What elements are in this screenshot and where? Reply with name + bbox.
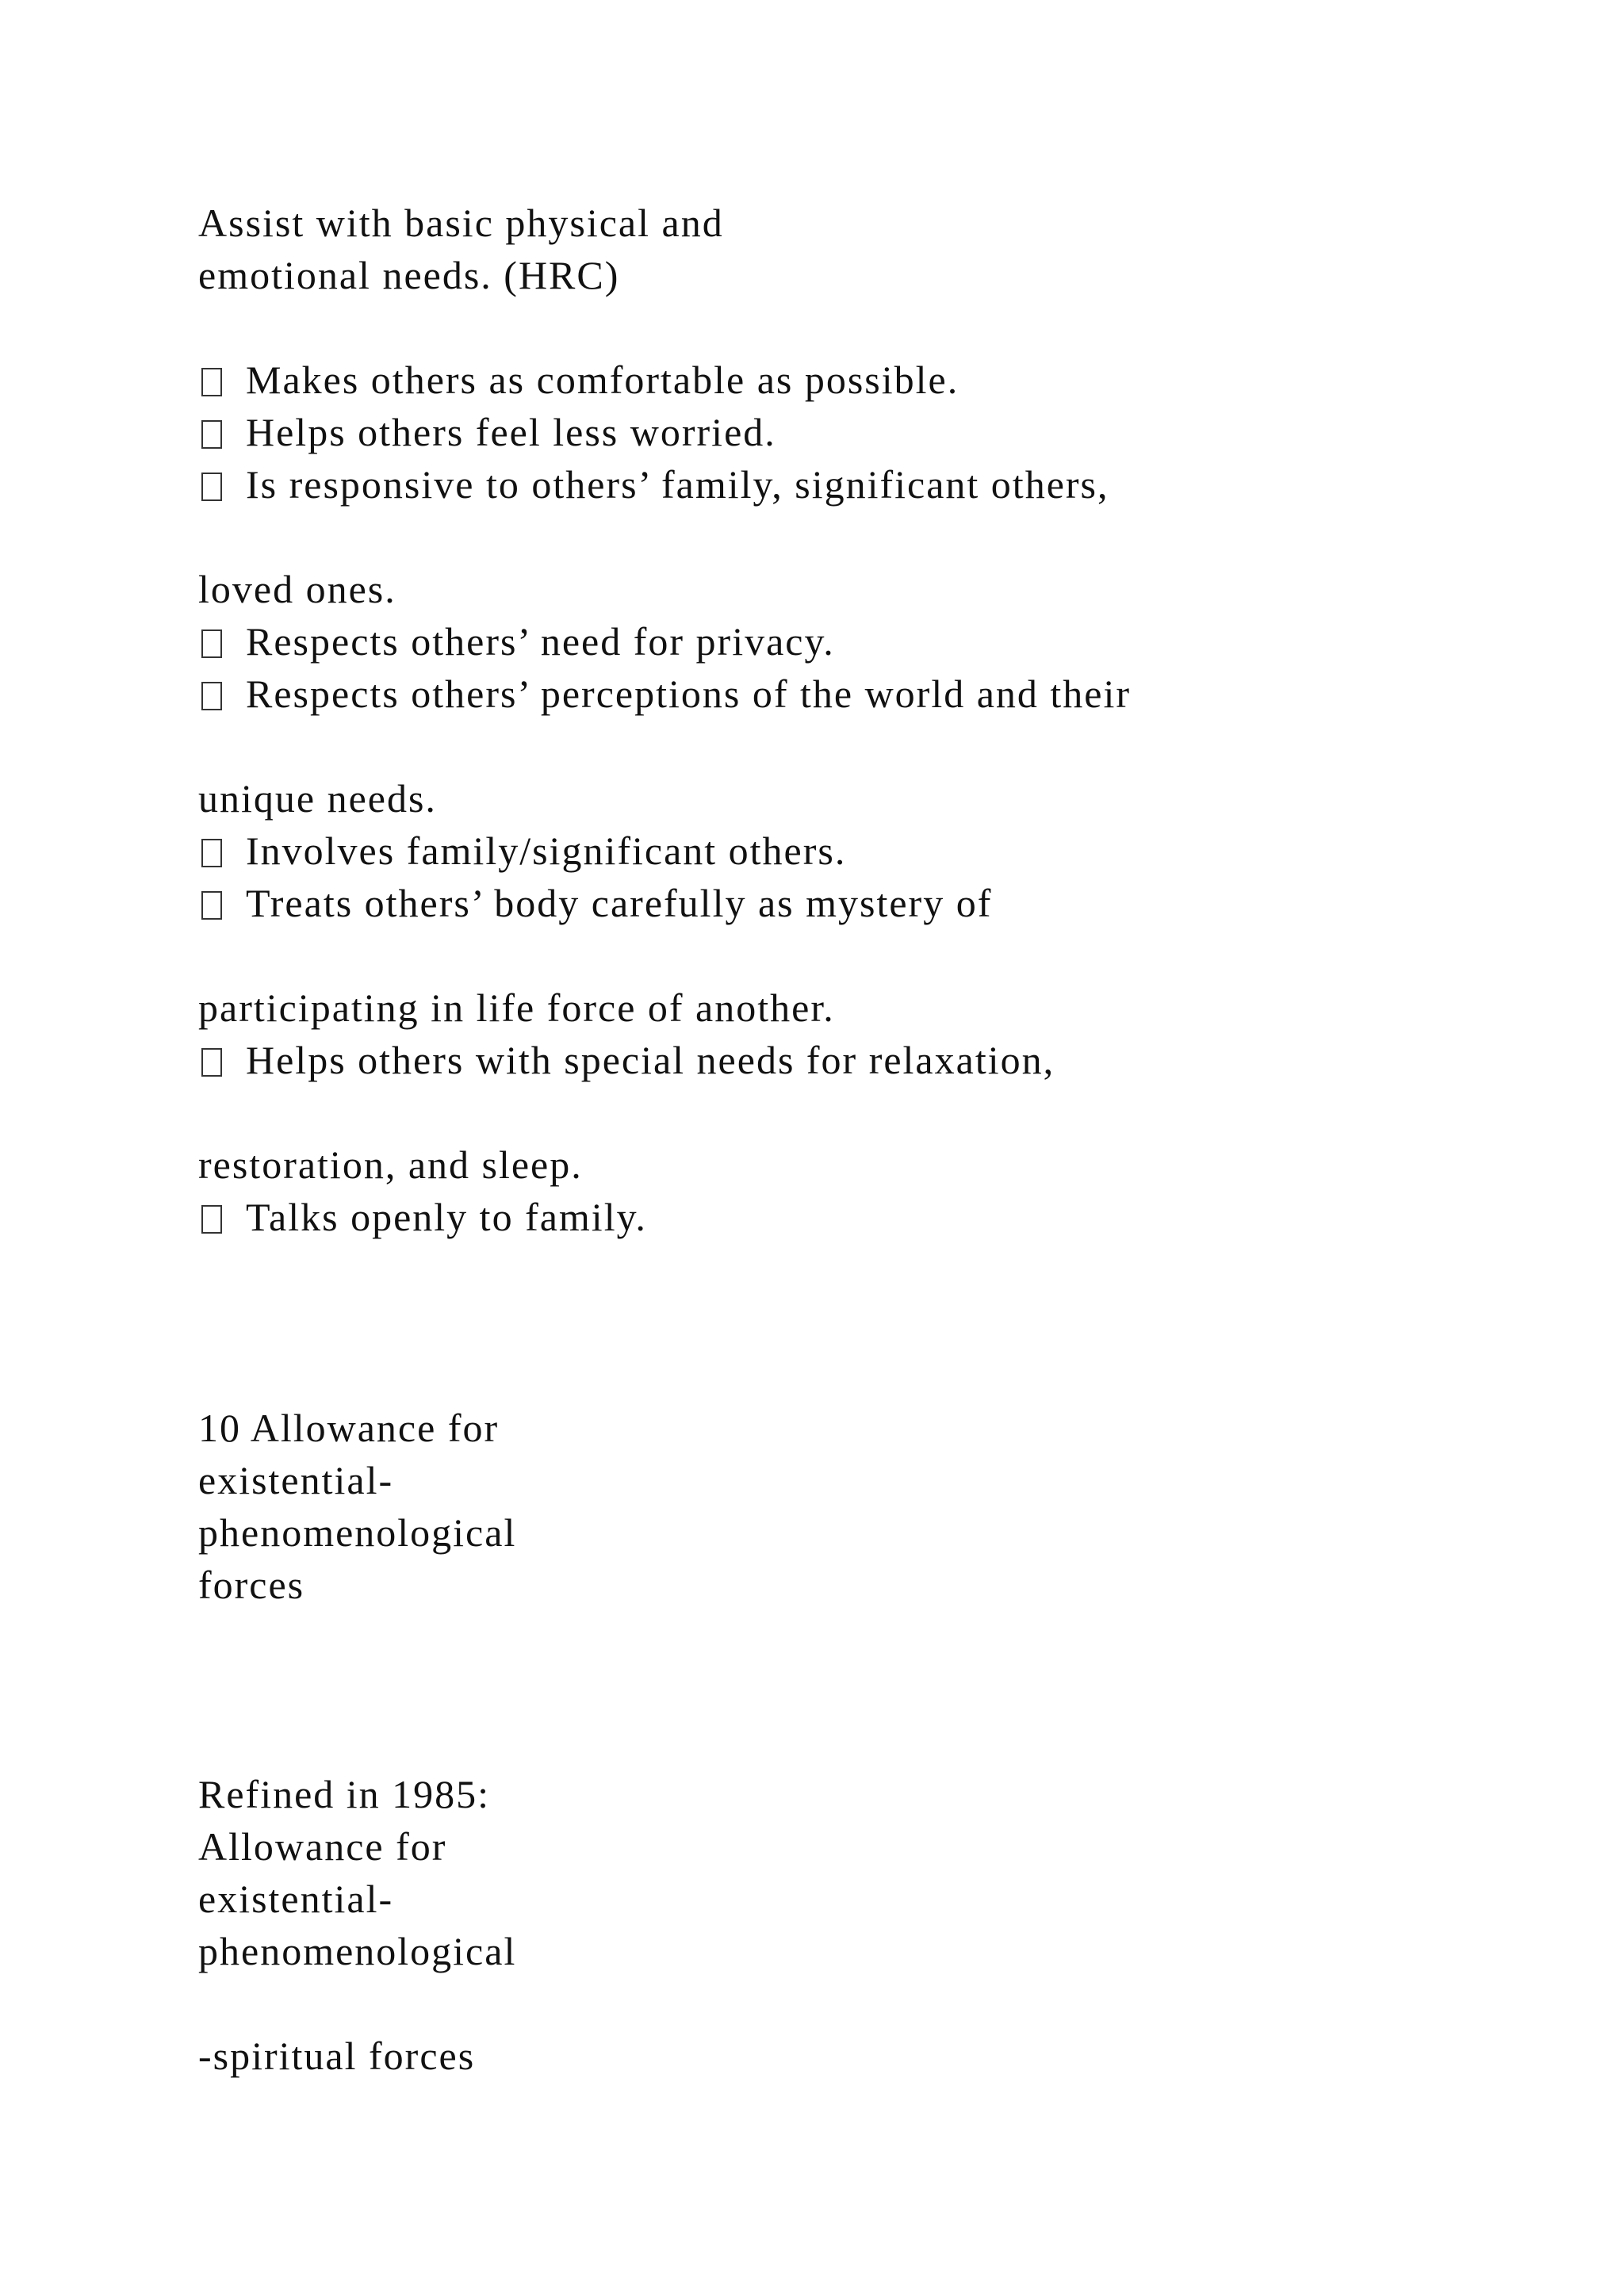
section2-line: forces	[198, 1563, 305, 1607]
list-item	[201, 406, 776, 458]
list-item-text: Makes others as comfortable as possible.	[246, 358, 959, 402]
section3-line: Refined in 1985:	[198, 1772, 491, 1816]
missing-glyph-box-icon	[201, 839, 222, 867]
list-item-text: Helps others with special needs for relaxation,	[246, 1038, 1055, 1082]
missing-glyph-box-icon	[201, 682, 222, 710]
list-item-continuation: unique needs.	[198, 776, 437, 821]
section1-heading-line1: Assist with basic physical and	[198, 201, 724, 245]
list-item	[201, 877, 992, 929]
list-item	[201, 1034, 1055, 1086]
section3-line: -spiritual forces	[198, 2034, 476, 2078]
list-item-continuation: loved ones.	[198, 567, 396, 611]
section3-line: Allowance for	[198, 1824, 447, 1869]
list-item-text: Is responsive to others’ family, significant others,	[246, 462, 1109, 507]
list-item	[201, 354, 959, 406]
list-item-text: Treats others’ body carefully as mystery of	[246, 881, 993, 925]
list-item	[201, 668, 1131, 720]
missing-glyph-box-icon	[201, 629, 222, 658]
missing-glyph-box-icon	[201, 1048, 222, 1077]
list-item-text: Helps others feel less worried.	[246, 410, 776, 454]
list-item-text: Talks openly to family.	[246, 1195, 647, 1239]
missing-glyph-box-icon	[201, 473, 222, 501]
missing-glyph-box-icon	[201, 1205, 222, 1234]
list-item	[201, 458, 1109, 511]
missing-glyph-box-icon	[201, 368, 222, 396]
list-item-text: Respects others’ need for privacy.	[246, 619, 835, 664]
missing-glyph-box-icon	[201, 891, 222, 920]
list-item-continuation: restoration, and sleep.	[198, 1142, 583, 1187]
list-item-text: Respects others’ perceptions of the world and their	[246, 672, 1132, 716]
section1-heading-line2: emotional needs. (HRC)	[198, 253, 620, 297]
list-item	[201, 615, 835, 668]
section2-line: phenomenological	[198, 1510, 517, 1555]
section2-line: existential-	[198, 1458, 394, 1502]
section2-line: 10 Allowance for	[198, 1406, 500, 1450]
section3-line: existential-	[198, 1877, 394, 1921]
list-item-continuation: participating in life force of another.	[198, 985, 835, 1030]
list-item-text: Involves family/significant others.	[246, 828, 847, 873]
missing-glyph-box-icon	[201, 420, 222, 449]
list-item	[201, 1191, 647, 1243]
section3-line: phenomenological	[198, 1929, 517, 1973]
list-item	[201, 825, 846, 877]
